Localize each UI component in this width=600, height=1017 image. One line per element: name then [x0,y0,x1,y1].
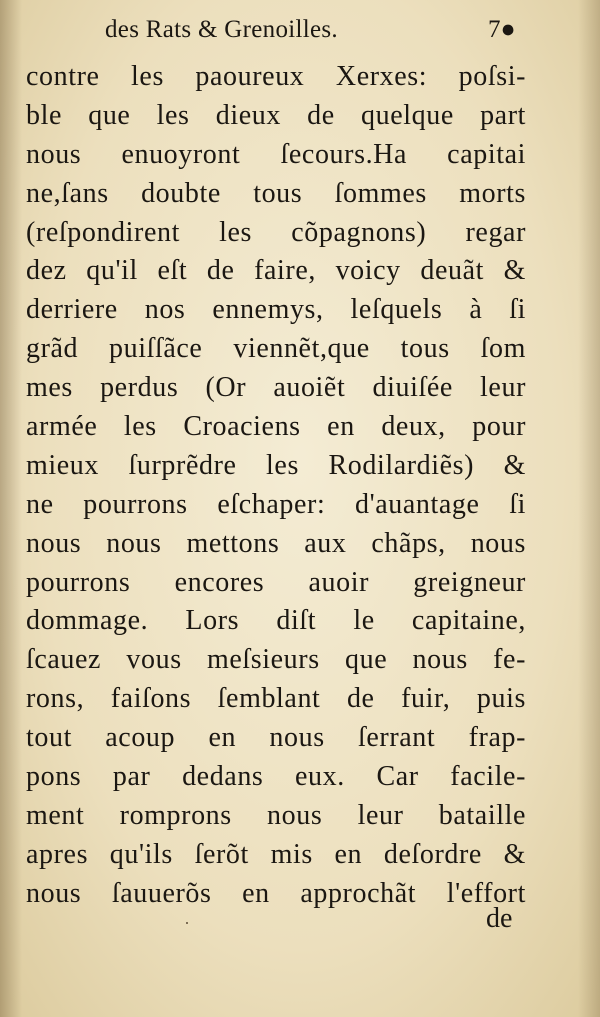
text-line: rons, faiſons ſemblant de fuir, puis [26,683,526,715]
text-line: pons par dedans eux. Car facile- [26,761,526,793]
text-line: ne pourrons eſchaper: d'auantage ſi [26,488,526,520]
ink-speck [186,922,188,924]
text-line: nous ſauuerõs en approchãt l'effort [26,877,526,909]
text-line: armée les Croaciens en deux, pour [26,411,526,443]
text-line: ment romprons nous leur bataille [26,799,526,831]
text-line: ble que les dieux de quelque part [26,99,526,131]
text-line: mieux ſurprẽdre les Rodilardiẽs) & [26,449,526,481]
text-line: derriere nos ennemys, leſquels à ſi [26,294,526,326]
text-line: dommage. Lors diſt le capitaine, [26,605,526,637]
text-line: grãd puiſſãce viennẽt,que tous ſom [26,333,526,365]
text-line: ſcauez vous meſsieurs que nous fe- [26,644,526,676]
catchword: de [486,903,513,934]
text-line: (reſpondirent les cõpagnons) regar [26,216,526,248]
running-head: des Rats & Grenoilles. [105,16,338,43]
text-line: dez qu'il eſt de faire, voicy deuãt & [26,255,526,287]
text-line: apres qu'ils ſerõt mis en deſordre & [26,838,526,870]
text-line: tout acoup en nous ſerrant frap- [26,722,526,754]
page-number: 7● [488,16,516,43]
text-line: ne,ſans doubte tous ſommes morts [26,177,526,209]
page-header [0,10,600,54]
text-line: contre les paoureux Xerxes: poſsi- [26,61,526,92]
page-edge-shadow [578,0,600,1017]
text-line: nous nous mettons aux chãps, nous [26,527,526,559]
text-line: pourrons encores auoir greigneur [26,566,526,598]
body-text [26,58,526,914]
text-line: nous enuoyront ſecours.Ha capitai [26,138,526,170]
text-line: mes perdus (Or auoiẽt diuiſée leur [26,372,526,404]
page-gutter-shadow [0,0,22,1017]
